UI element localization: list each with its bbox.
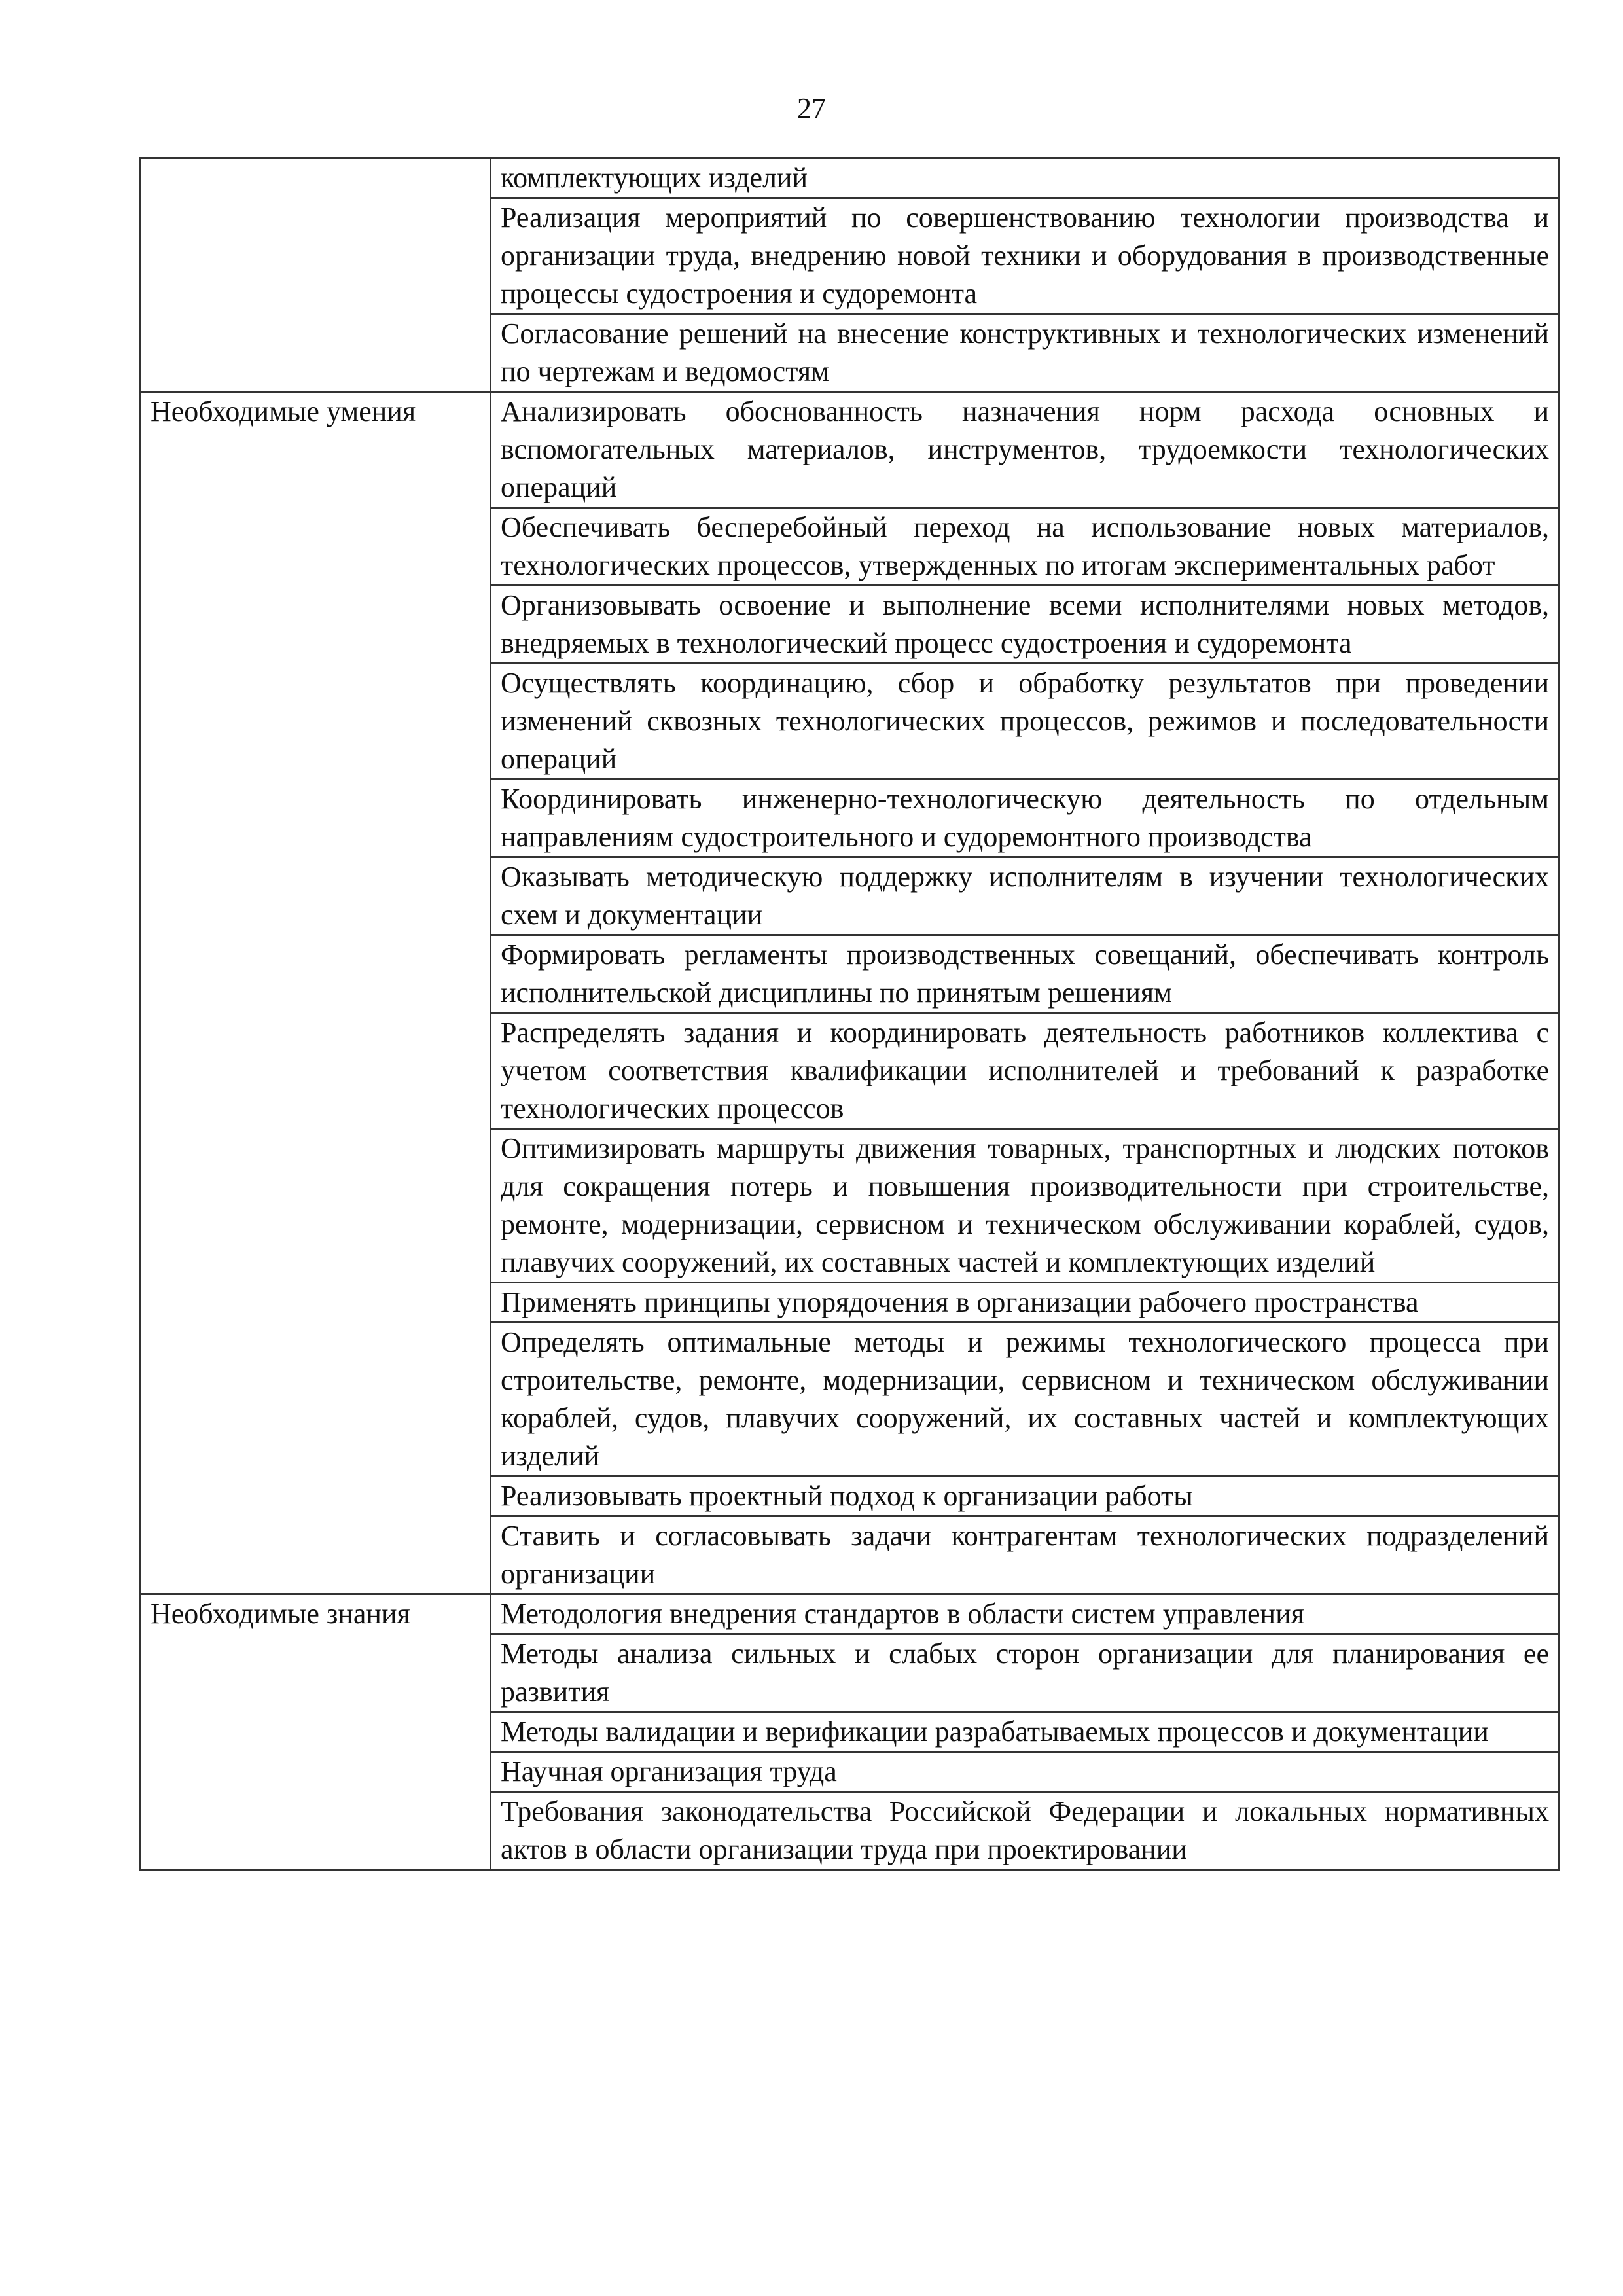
- table-cell: Требования законодательства Российской Федерации и локальных нормативных актов в области организации труда при проектировании: [491, 1792, 1560, 1870]
- row-label: [141, 158, 491, 392]
- table-cell: комплектующих изделий: [491, 158, 1560, 198]
- table-cell: Координировать инженерно-технологическую деятельность по отдельным направлениям судостроительного и судоремонтного производства: [491, 780, 1560, 857]
- row-label: Необходимые знания: [141, 1594, 491, 1870]
- competency-table: [139, 157, 1560, 1871]
- table-cell: Формировать регламенты производственных совещаний, обеспечивать контроль исполнительской дисциплины по принятым решениям: [491, 935, 1560, 1013]
- table-cell: Оптимизировать маршруты движения товарных, транспортных и людских потоков для сокращения потерь и повышения производительности при строительстве, ремонте, модернизации, сервисном и техническом обслуживании кораблей, судов, плавучих сооружений, их составных частей и комплектующих изделий: [491, 1129, 1560, 1283]
- table-cell: Организовывать освоение и выполнение всеми исполнителями новых методов, внедряемых в технологический процесс судостроения и судоремонта: [491, 586, 1560, 664]
- table-row: [141, 1594, 1560, 1634]
- table-cell: Методы валидации и верификации разрабатываемых процессов и документации: [491, 1712, 1560, 1752]
- table-cell: Распределять задания и координировать деятельность работников коллектива с учетом соответствия квалификации исполнителей и требований к разработке технологических процессов: [491, 1013, 1560, 1129]
- table-cell: Осуществлять координацию, сбор и обработку результатов при проведении изменений сквозных технологических процессов, режимов и последовательности операций: [491, 664, 1560, 780]
- table-row: [141, 392, 1560, 508]
- table-cell: Обеспечивать бесперебойный переход на использование новых материалов, технологических процессов, утвержденных по итогам экспериментальных работ: [491, 508, 1560, 586]
- table-cell: Определять оптимальные методы и режимы технологического процесса при строительстве, ремонте, модернизации, сервисном и техническом обслуживании кораблей, судов, плавучих сооружений, их составных частей и комплектующих изделий: [491, 1323, 1560, 1477]
- table-cell: Научная организация труда: [491, 1752, 1560, 1792]
- table-cell: Анализировать обоснованность назначения норм расхода основных и вспомогательных материалов, инструментов, трудоемкости технологических операций: [491, 392, 1560, 508]
- page-number: 27: [797, 92, 826, 124]
- table-cell: Ставить и согласовывать задачи контрагентам технологических подразделений организации: [491, 1516, 1560, 1594]
- table-cell: Методы анализа сильных и слабых сторон организации для планирования ее развития: [491, 1634, 1560, 1712]
- row-label: Необходимые умения: [141, 392, 491, 1594]
- table-cell: Реализация мероприятий по совершенствованию технологии производства и организации труда, внедрению новой техники и оборудования в производственные процессы судостроения и судоремонта: [491, 198, 1560, 314]
- table-cell: Оказывать методическую поддержку исполнителям в изучении технологических схем и документации: [491, 857, 1560, 935]
- table-cell: Применять принципы упорядочения в организации рабочего пространства: [491, 1283, 1560, 1323]
- table-cell: Реализовывать проектный подход к организации работы: [491, 1477, 1560, 1516]
- table-cell: Методология внедрения стандартов в области систем управления: [491, 1594, 1560, 1634]
- table-row: [141, 158, 1560, 198]
- table-cell: Согласование решений на внесение конструктивных и технологических изменений по чертежам и ведомостям: [491, 314, 1560, 392]
